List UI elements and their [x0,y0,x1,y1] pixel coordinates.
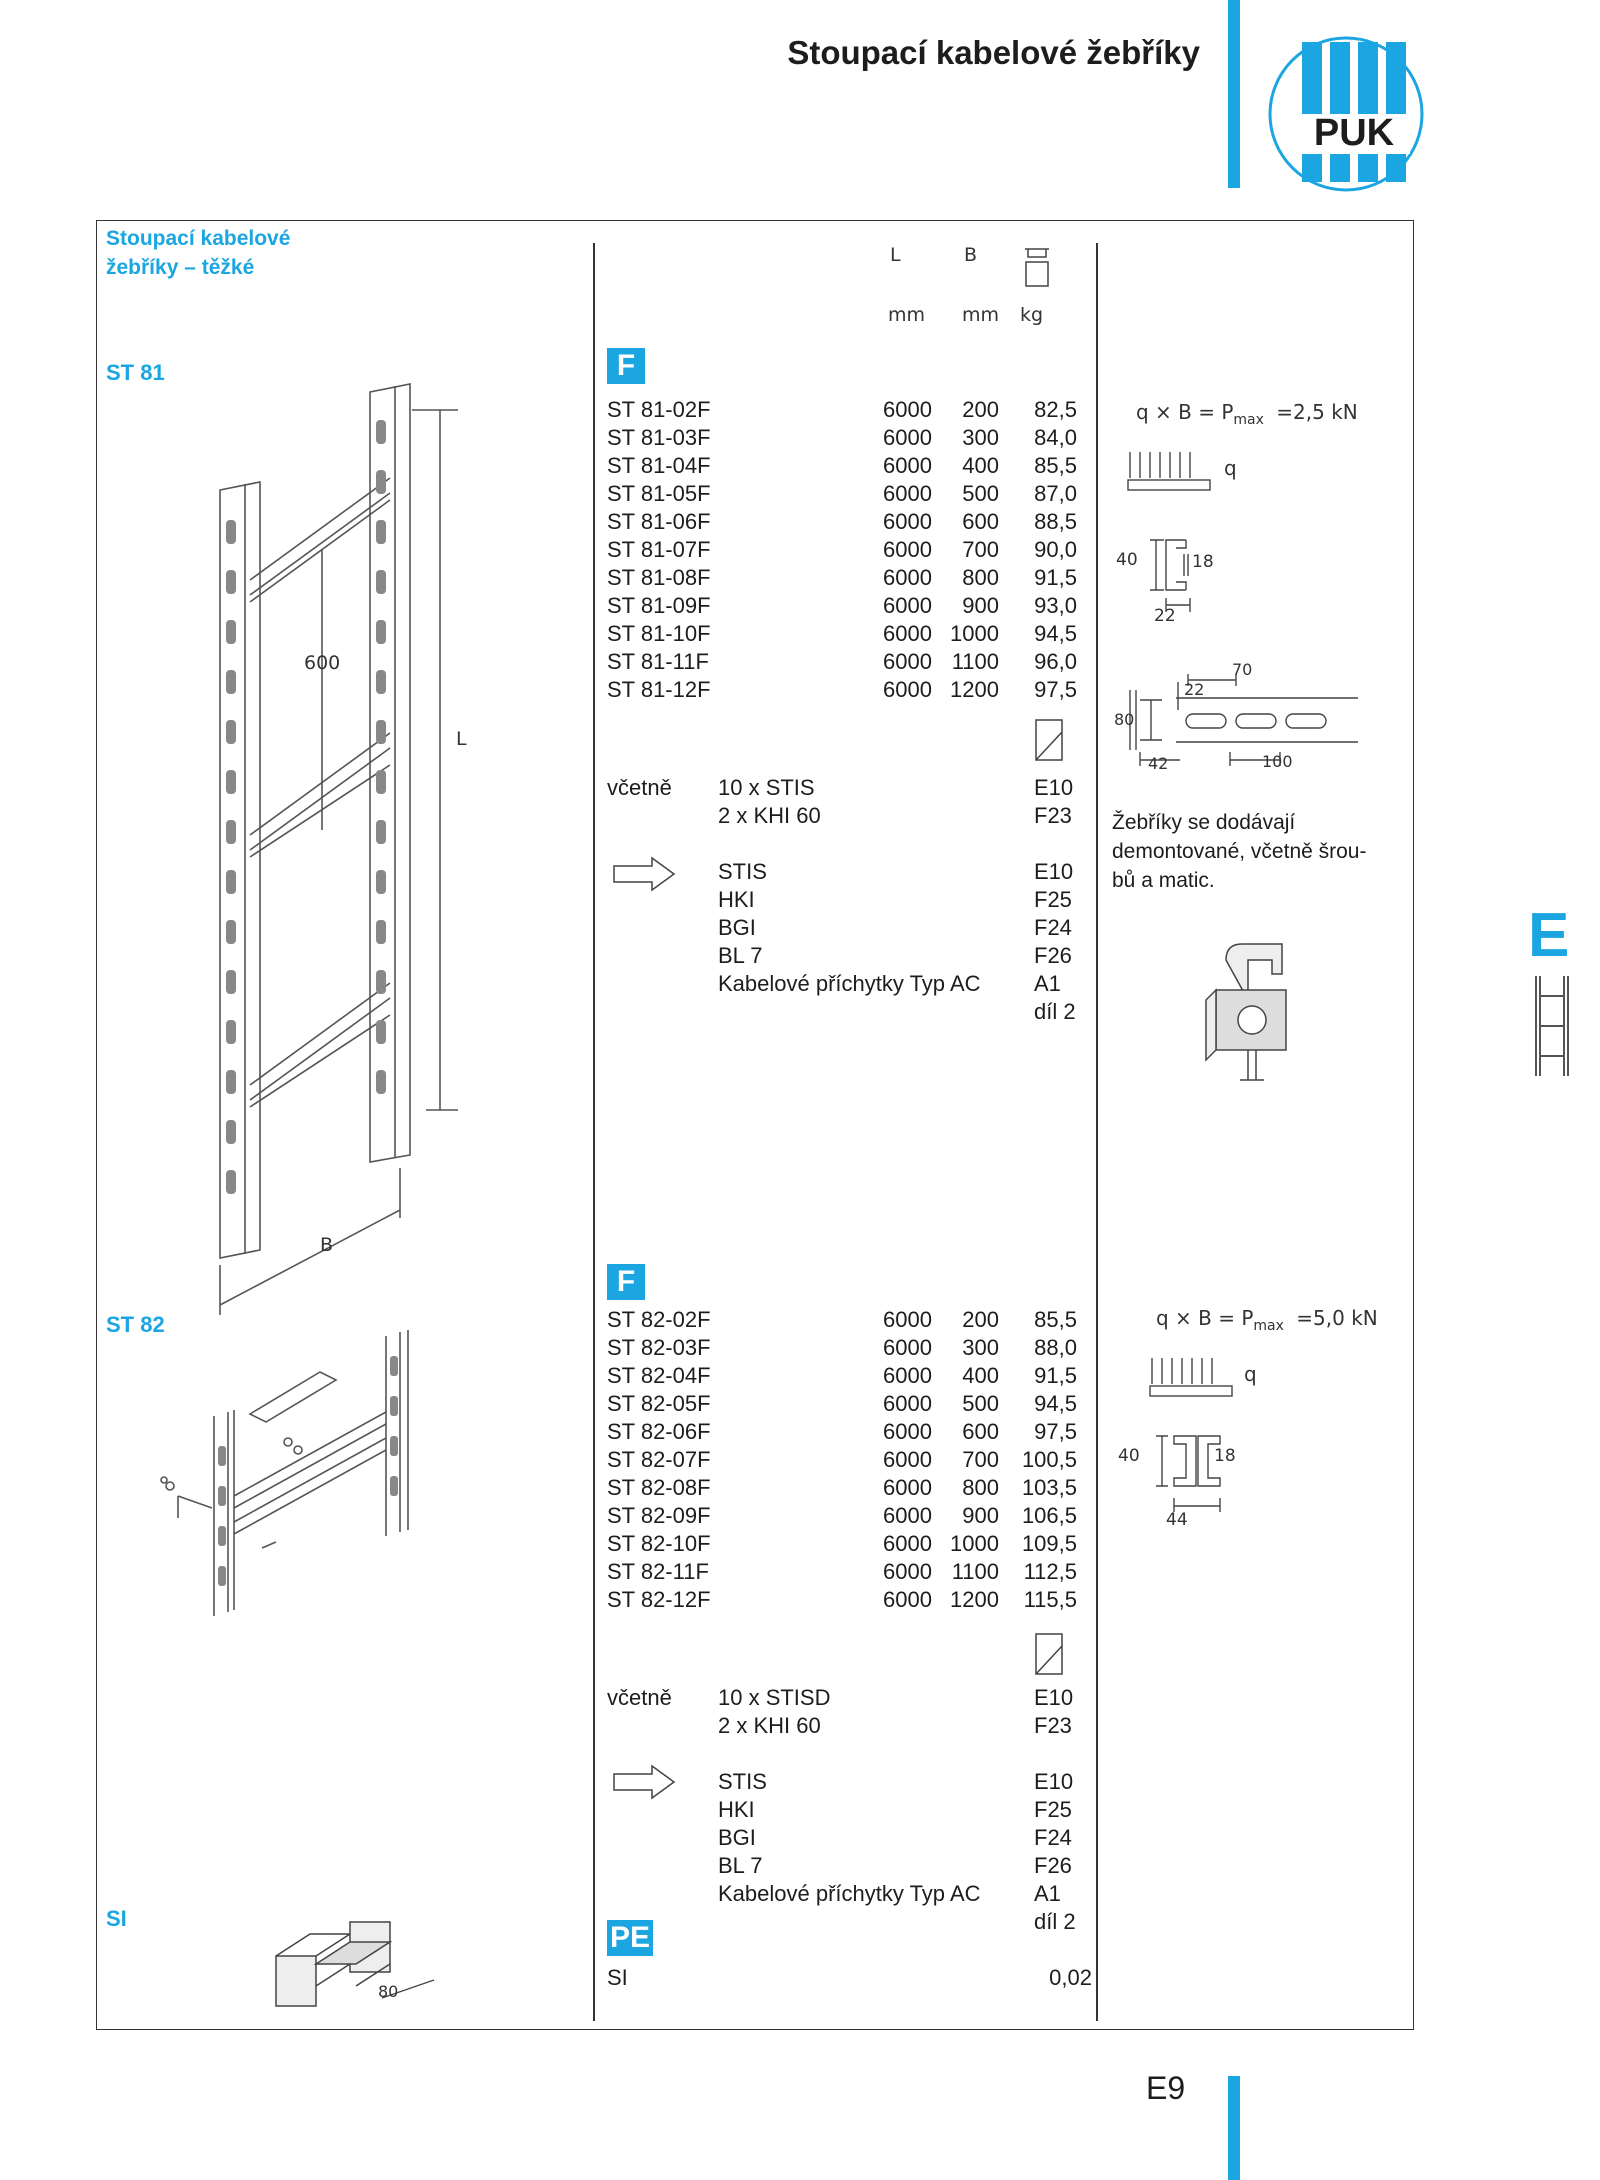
list-item: HKI [718,887,755,912]
product-code: ST 81-11F [607,649,709,674]
col-header-l: L [890,244,901,266]
weight-value: 112,5 [1023,1559,1077,1584]
st82-drawing-icon [1034,1632,1064,1676]
weight-value: 94,5 [1034,621,1077,646]
product-code: ST 82-03F [607,1335,711,1360]
st82-load-diagram [1148,1356,1238,1402]
width-value: 800 [962,565,999,590]
page-reference: E10 [1034,1685,1074,1710]
product-code: ST 81-03F [607,425,711,450]
st81-rung-h: 80 [1114,710,1135,729]
section-title [106,224,290,282]
page-reference: E10 [1034,859,1074,884]
length-value: 6000 [883,621,932,646]
table-row [607,480,1087,508]
page-reference: E10 [1034,775,1074,800]
table-row [607,396,1087,424]
table-row [607,1306,1087,1334]
table-row [607,676,1087,704]
st81-rung-pitch: 100 [1262,752,1293,771]
width-value: 500 [962,1391,999,1416]
width-value: 1200 [950,677,999,702]
length-value: 6000 [883,481,932,506]
column-divider-right [1096,243,1098,2021]
table-row [607,592,1087,620]
weight-value: 96,0 [1034,649,1077,674]
st81-label: ST 81 [106,360,165,385]
weight-value: 100,5 [1021,1447,1077,1472]
list-item: 2 x KHI 60 [718,803,821,828]
weight-value: 97,5 [1034,677,1077,702]
width-value: 500 [962,481,999,506]
weight-icon [1022,246,1052,294]
length-value: 6000 [883,453,932,478]
width-value: 600 [962,1419,999,1444]
product-code: ST 81-10F [607,621,711,646]
length-value: 6000 [883,565,932,590]
table-row [607,1502,1087,1530]
weight-value: 97,5 [1034,1419,1077,1444]
page-title: Stoupací kabelové žebříky [787,34,1200,71]
product-code: ST 82-11F [607,1559,709,1584]
page-reference: F26 [1034,943,1072,968]
width-value: 1000 [950,1531,999,1556]
col-unit-kg: kg [1020,304,1044,326]
page-reference: F25 [1034,1797,1072,1822]
table-row [607,1418,1087,1446]
st81-dim-b: B [320,1234,334,1256]
weight-value: 91,5 [1034,565,1077,590]
st81-formula-sub: max [1233,412,1264,428]
si-badge: PE [607,1920,653,1956]
length-value: 6000 [883,1559,932,1584]
list-item: BL 7 [718,1853,763,1878]
si-weight: 0,02 [1049,1965,1092,1990]
list-item: BGI [718,1825,756,1850]
st81-badge: F [607,348,645,384]
st82-label: ST 82 [106,1312,165,1337]
page-reference: F23 [1034,803,1072,828]
width-value: 200 [962,1307,999,1332]
st82-formula-main: q × B = P [1156,1306,1254,1330]
product-code: ST 81-08F [607,565,711,590]
length-value: 6000 [883,1419,932,1444]
st82-formula-sub: max [1253,1318,1284,1334]
table-row [607,1334,1087,1362]
length-value: 6000 [883,593,932,618]
weight-value: 90,0 [1034,537,1077,562]
product-code: ST 82-08F [607,1475,711,1500]
table-row [607,536,1087,564]
table-row [607,1558,1087,1586]
st82-badge: F [607,1264,645,1300]
st81-rung-w: 42 [1148,754,1169,773]
product-code: ST 82-12F [607,1587,711,1612]
product-code: ST 81-02F [607,397,711,422]
st81-arrow-icon [612,856,676,892]
st81-including-label: včetně [607,775,672,800]
length-value: 6000 [883,537,932,562]
length-value: 6000 [883,1503,932,1528]
st81-profile-w: 22 [1154,606,1176,626]
st82-ladder-drawing [150,1326,450,1626]
width-value: 1100 [951,1559,999,1584]
weight-value: 88,5 [1034,509,1077,534]
si-label: SI [106,1906,127,1931]
st81-note-line3: bů a matic. [1112,869,1215,892]
list-item: BGI [718,915,756,940]
width-value: 1100 [951,649,999,674]
side-tab-ladder-icon [1528,976,1572,1076]
product-code: ST 81-04F [607,453,711,478]
weight-value: 85,5 [1034,1307,1077,1332]
section-title-line1: Stoupací kabelové [106,227,291,250]
width-value: 300 [962,425,999,450]
width-value: 1000 [950,621,999,646]
width-value: 800 [962,1475,999,1500]
weight-value: 87,0 [1034,481,1077,506]
page-reference: A1 [1034,971,1061,996]
width-value: 600 [962,509,999,534]
page-reference: F26 [1034,1853,1072,1878]
st81-rung-slot-h: 22 [1184,680,1205,699]
side-tab-letter: E [1528,901,1570,970]
width-value: 900 [962,593,999,618]
table-row [607,564,1087,592]
st81-formula-value: =2,5 kN [1276,400,1358,424]
column-divider-left [593,243,595,2021]
list-item: STIS [718,1769,767,1794]
st81-profile-lip: 18 [1192,552,1214,572]
table-row [607,1362,1087,1390]
page-number: E9 [1146,2070,1186,2106]
table-row [607,424,1087,452]
product-code: ST 82-05F [607,1391,711,1416]
length-value: 6000 [883,1531,932,1556]
table-row [607,648,1087,676]
weight-value: 84,0 [1034,425,1077,450]
st82-arrow-icon [612,1764,676,1800]
col-unit-l: mm [888,304,926,326]
page-reference: F23 [1034,1713,1072,1738]
st81-note-line2: demontované, včetně šrou- [1112,840,1367,863]
logo-text: PUK [1313,112,1395,154]
product-code: ST 81-09F [607,593,711,618]
st82-load-q: q [1244,1362,1257,1386]
table-row [607,1586,1087,1614]
list-item: 10 x STIS [718,775,815,800]
st82-profile-w: 44 [1166,1510,1188,1530]
st81-drawing-icon [1034,718,1064,762]
product-code: ST 82-07F [607,1447,711,1472]
length-value: 6000 [883,397,932,422]
st82-profile-h: 40 [1118,1446,1140,1466]
list-item: Kabelové příchytky Typ AC [718,971,981,996]
st81-note [1112,808,1366,895]
weight-value: 106,5 [1021,1503,1077,1528]
st82-double-c-profile-drawing [1134,1416,1264,1536]
product-code: ST 81-06F [607,509,711,534]
width-value: 400 [962,1363,999,1388]
st81-ladder-drawing [190,370,490,1270]
section-title-line2: žebříky – těžké [106,256,255,279]
weight-value: 88,0 [1034,1335,1077,1360]
st81-load-q: q [1224,456,1237,480]
length-value: 6000 [883,649,932,674]
table-row [607,508,1087,536]
st81-load-formula [1136,400,1358,428]
list-item: HKI [718,1797,755,1822]
st81-note-line1: Žebříky se dodávají [1112,811,1296,834]
product-code: ST 82-06F [607,1419,711,1444]
table-row [607,620,1087,648]
width-value: 700 [962,1447,999,1472]
st81-profile-h: 40 [1116,550,1138,570]
width-value: 200 [962,397,999,422]
product-code: ST 81-07F [607,537,711,562]
length-value: 6000 [883,1475,932,1500]
st81-load-diagram [1126,450,1216,496]
st81-formula-main: q × B = P [1136,400,1234,424]
si-code: SI [607,1965,628,1990]
page-reference: F24 [1034,915,1072,940]
length-value: 6000 [883,1307,932,1332]
st82-extra-ref: díl 2 [1034,1909,1076,1934]
weight-value: 115,5 [1023,1587,1077,1612]
width-value: 900 [962,1503,999,1528]
st81-c-profile-drawing [1126,510,1246,630]
width-value: 300 [962,1335,999,1360]
table-row [607,452,1087,480]
product-code: ST 82-04F [607,1363,711,1388]
st82-formula-value: =5,0 kN [1296,1306,1378,1330]
list-item: Kabelové příchytky Typ AC [718,1881,981,1906]
list-item: 10 x STISD [718,1685,831,1710]
cable-clamp-drawing [1196,940,1316,1100]
table-row [607,1446,1087,1474]
length-value: 6000 [883,1335,932,1360]
st81-rung-slot-w: 70 [1232,660,1253,679]
length-value: 6000 [883,1447,932,1472]
st81-dim-600: 600 [304,652,341,674]
footer-accent-bar [1228,2076,1240,2180]
length-value: 6000 [883,677,932,702]
col-unit-b: mm [962,304,1000,326]
list-item: 2 x KHI 60 [718,1713,821,1738]
product-code: ST 82-09F [607,1503,711,1528]
width-value: 400 [962,453,999,478]
product-code: ST 81-12F [607,677,711,702]
weight-value: 82,5 [1034,397,1077,422]
length-value: 6000 [883,425,932,450]
list-item: STIS [718,859,767,884]
st81-extra-ref: díl 2 [1034,999,1076,1024]
st82-profile-lip: 18 [1214,1446,1236,1466]
si-part-drawing [270,1916,450,2016]
weight-value: 85,5 [1034,453,1077,478]
length-value: 6000 [883,1363,932,1388]
page-reference: F24 [1034,1825,1072,1850]
page-reference: F25 [1034,887,1072,912]
length-value: 6000 [883,1587,932,1612]
weight-value: 94,5 [1034,1391,1077,1416]
weight-value: 91,5 [1034,1363,1077,1388]
si-dim: 80 [378,1982,399,2001]
product-code: ST 82-10F [607,1531,711,1556]
page-reference: A1 [1034,1881,1061,1906]
col-header-b: B [964,244,978,266]
st81-dim-l: L [456,728,467,750]
weight-value: 103,5 [1021,1475,1077,1500]
puk-logo [1262,30,1430,198]
header-accent-bar [1228,0,1240,188]
page-reference: E10 [1034,1769,1074,1794]
product-code: ST 81-05F [607,481,711,506]
width-value: 700 [962,537,999,562]
st82-load-formula [1156,1306,1378,1334]
table-row [607,1390,1087,1418]
table-row [607,1474,1087,1502]
length-value: 6000 [883,1391,932,1416]
weight-value: 109,5 [1021,1531,1077,1556]
weight-value: 93,0 [1034,593,1077,618]
width-value: 1200 [950,1587,999,1612]
st82-including-label: včetně [607,1685,672,1710]
length-value: 6000 [883,509,932,534]
list-item: BL 7 [718,943,763,968]
product-code: ST 82-02F [607,1307,711,1332]
table-row [607,1530,1087,1558]
